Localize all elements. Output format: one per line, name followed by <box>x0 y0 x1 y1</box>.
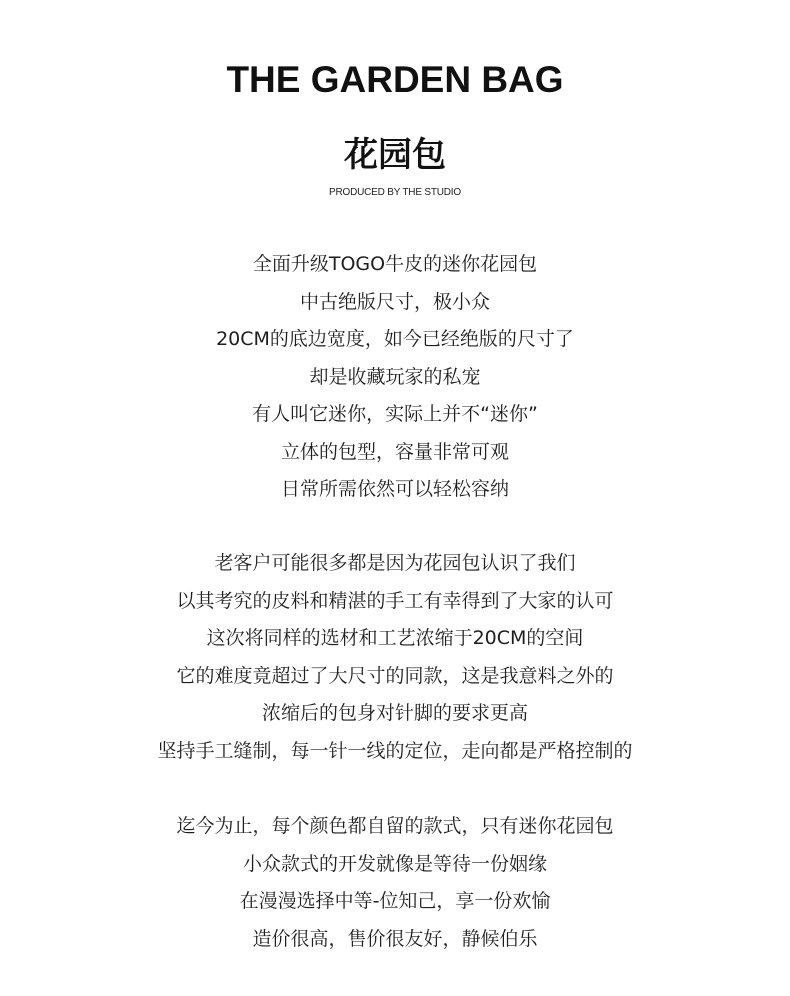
page-title-chinese: 花园包 <box>344 135 446 175</box>
paragraph-closing <box>0 808 790 958</box>
text-line: 迄今为止，每个颜色都自留的款式，只有迷你花园包 <box>176 815 614 837</box>
text-line: 老客户可能很多都是因为花园包认识了我们 <box>214 552 576 574</box>
text-line: 日常所需依然可以轻松容纳 <box>280 478 509 500</box>
page-title-english: THE GARDEN BAG <box>226 59 564 100</box>
text-line: 中古绝版尺寸，极小众 <box>299 290 490 313</box>
text-line: 立体的包型，容量非常可观 <box>280 440 509 463</box>
paragraph-craftsmanship <box>0 545 790 770</box>
text-line: 全面升级TOGO牛皮的迷你花园包 <box>252 253 538 275</box>
text-line: 有人叫它迷你，实际上并不“迷你” <box>252 403 538 425</box>
text-line: 20CM的底边宽度，如今已经绝版的尺寸了 <box>216 328 574 350</box>
text-line: 造价很高，售价很友好，静候伯乐 <box>252 927 538 950</box>
text-line: 浓缩后的包身对针脚的要求更高 <box>261 702 528 724</box>
produced-by-caption: PRODUCED BY THE STUDIO <box>329 187 461 198</box>
paragraph-intro <box>0 246 790 509</box>
text-line: 以其考究的皮料和精湛的手工有幸得到了大家的认可 <box>176 589 614 612</box>
text-line: 这次将同样的选材和工艺浓缩于20CM的空间 <box>206 627 584 649</box>
text-line: 它的难度竟超过了大尺寸的同款，这是我意料之外的 <box>176 664 614 687</box>
text-line: 在漫漫选择中等-位知己，享一份欢愉 <box>239 890 551 912</box>
text-line: 却是收藏玩家的私宠 <box>309 365 481 388</box>
text-line: 小众款式的开发就像是等待一份姻缘 <box>242 852 547 875</box>
text-line: 坚持手工缝制，每一针一线的定位，走向都是严格控制的 <box>157 739 633 762</box>
